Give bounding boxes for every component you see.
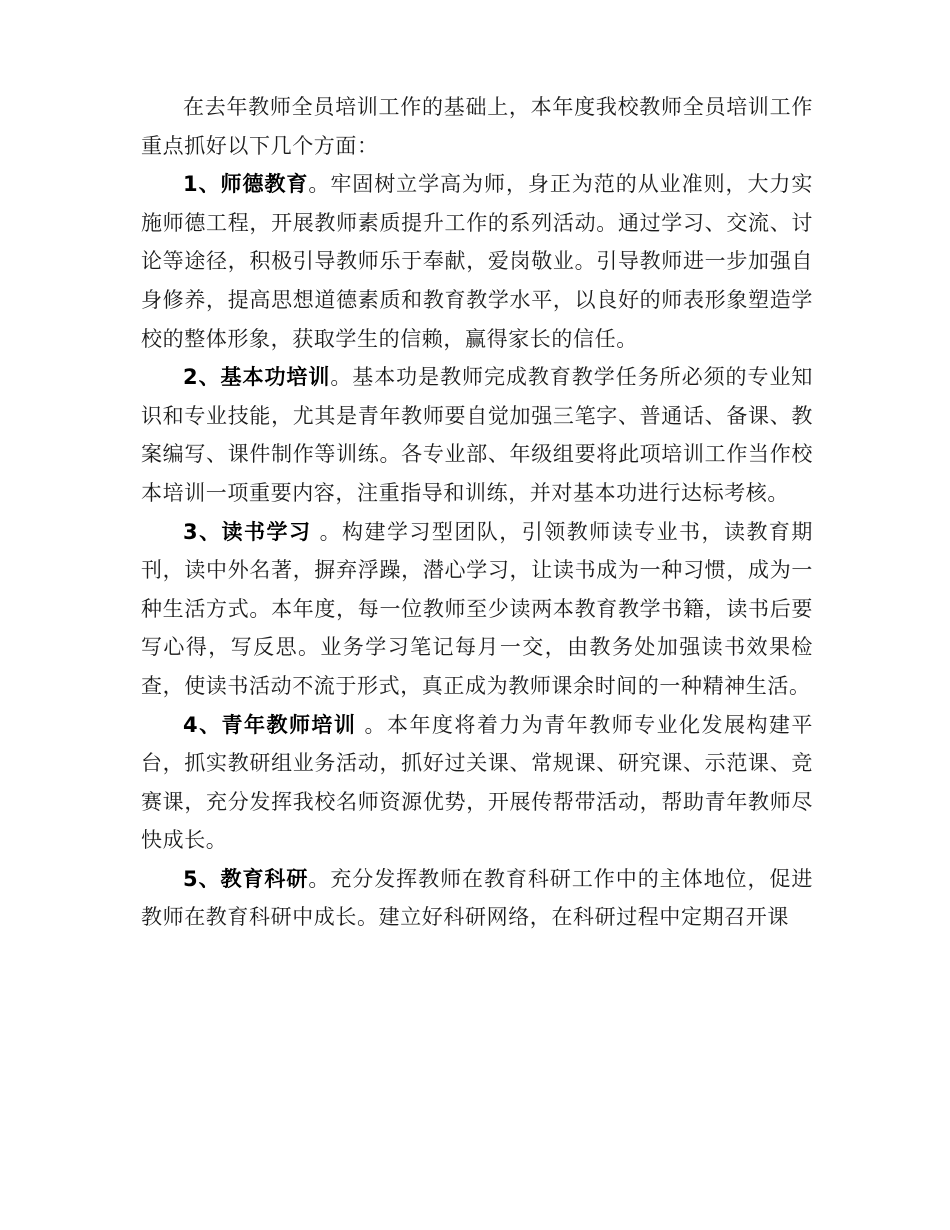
section-paragraph-2 bbox=[141, 358, 813, 512]
section-body-2: 。基本功是教师完成教育教学任务所必须的专业知识和专业技能，尤其是青年教师要自觉加强三笔字、普通话、备课、教案编写、课件制作等训练。各专业部、年级组要将此项培训工作当作校本培训一项重要内容，注重指导和训练，并对基本功进行达标考核。 bbox=[141, 365, 813, 505]
section-heading-2: 2、基本功培训 bbox=[183, 365, 331, 390]
section-heading-1: 1、师德教育 bbox=[183, 172, 309, 197]
document-page bbox=[141, 88, 813, 937]
section-paragraph-1 bbox=[141, 165, 813, 358]
intro-paragraph: 在去年教师全员培训工作的基础上，本年度我校教师全员培训工作重点抓好以下几个方面： bbox=[141, 95, 813, 158]
section-body-1: 。牢固树立学高为师，身正为范的从业准则，大力实施师德工程，开展教师素质提升工作的系列活动。通过学习、交流、讨论等途径，积极引导教师乐于奉献，爱岗敬业。引导教师进一步加强自身修养，提高思想道德素质和教育教学水平，以良好的师表形象塑造学校的整体形象，获取学生的信赖，赢得家长的信任。 bbox=[141, 172, 813, 351]
section-heading-4: 4、青年教师培训 bbox=[183, 712, 357, 737]
section-paragraph-4 bbox=[141, 706, 813, 860]
section-body-5: 。充分发挥教师在教育科研工作中的主体地位，促进教师在教育科研中成长。建立好科研网络，在科研过程中定期召开课 bbox=[141, 866, 813, 930]
section-heading-5: 5、教育科研 bbox=[183, 866, 309, 891]
section-body-4: 。本年度将着力为青年教师专业化发展构建平台，抓实教研组业务活动，抓好过关课、常规课、研究课、示范课、竞赛课，充分发挥我校名师资源优势，开展传帮带活动，帮助青年教师尽快成长。 bbox=[141, 712, 813, 853]
section-body-3: 。构建学习型团队，引领教师读专业书，读教育期刊，读中外名著，摒弃浮躁，潜心学习，让读书成为一种习惯，成为一种生活方式。本年度，每一位教师至少读两本教育教学书籍，读书后要写心得，写反思。业务学习笔记每月一交，由教务处加强读书效果检查，使读书活动不流于形式，真正成为教师课余时间的一种精神生活。 bbox=[141, 519, 813, 698]
section-paragraph-5 bbox=[141, 860, 813, 937]
section-heading-3: 3、读书学习 bbox=[183, 519, 312, 544]
section-paragraph-3 bbox=[141, 513, 813, 706]
